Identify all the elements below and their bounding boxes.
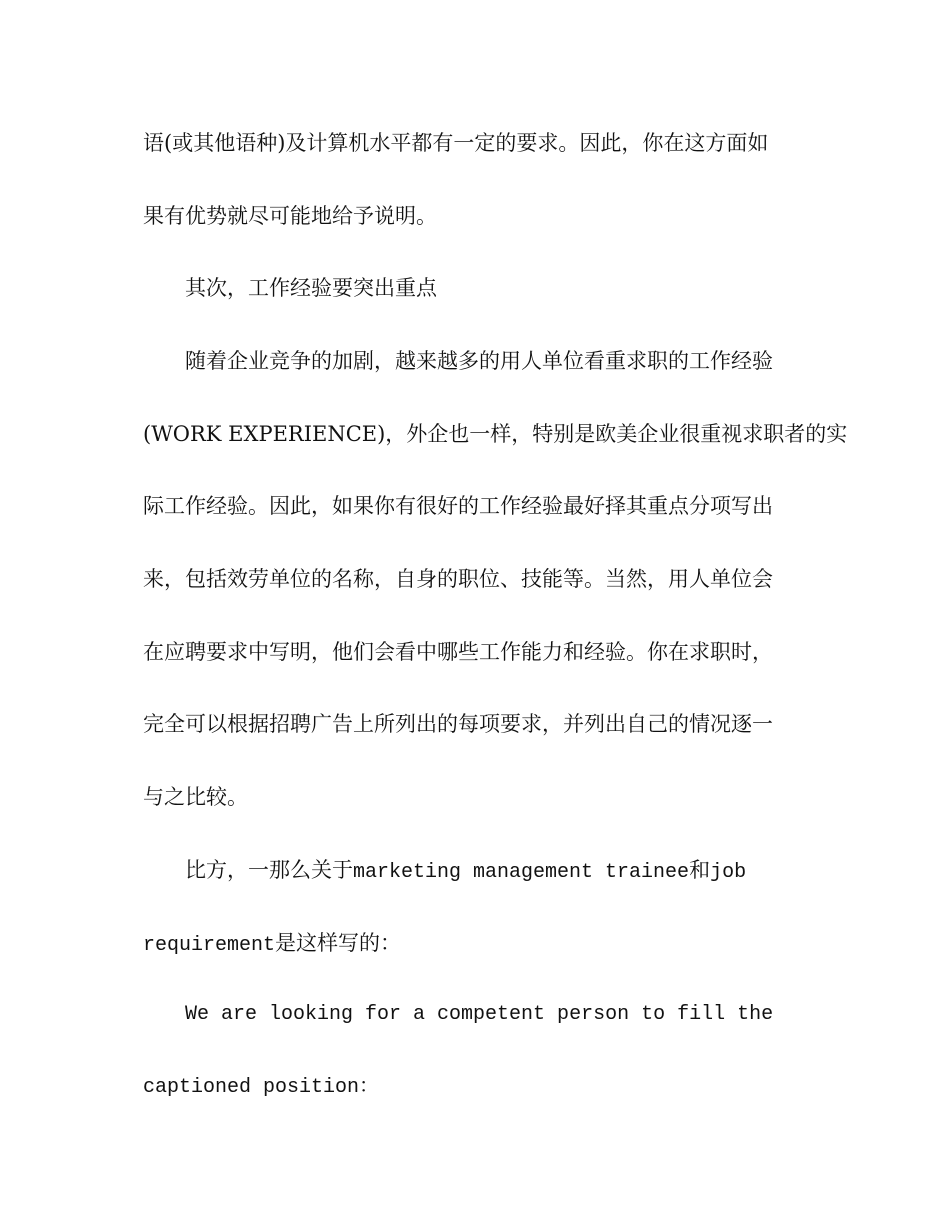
- paragraph-line: [185, 855, 746, 888]
- paragraph-line: 语(或其他语种)及计算机水平都有一定的要求。因此，你在这方面如: [143, 131, 769, 155]
- line-text-latin: requirement: [143, 934, 276, 957]
- paragraph-line: 果有优势就尽可能地给予说明。: [143, 204, 437, 228]
- section-heading: 其次，工作经验要突出重点: [185, 276, 437, 300]
- line-text-latin: job: [710, 861, 747, 884]
- line-text: 和: [689, 858, 711, 882]
- paragraph-line: [143, 928, 401, 961]
- paragraph-line: 际工作经验。因此，如果你有很好的工作经验最好择其重点分项写出: [143, 494, 773, 518]
- line-text: 是这样写的：: [275, 931, 402, 955]
- paragraph-line: 在应聘要求中写明，他们会看中哪些工作能力和经验。你在求职时，: [143, 640, 773, 664]
- paragraph-line: captioned position：: [143, 1076, 380, 1099]
- line-text-latin: marketing management trainee: [353, 861, 690, 884]
- paragraph-line: 来，包括效劳单位的名称，自身的职位、技能等。当然，用人单位会: [143, 567, 773, 591]
- line-text: 比方，一那么关于: [185, 858, 353, 882]
- paragraph-line: 随着企业竞争的加剧，越来越多的用人单位看重求职的工作经验: [185, 349, 773, 373]
- paragraph-line: 完全可以根据招聘广告上所列出的每项要求，并列出自己的情况逐一: [143, 712, 773, 736]
- paragraph-line: We are looking for a competent person to fill the: [185, 1003, 774, 1026]
- paragraph-line: 与之比较。: [143, 785, 248, 809]
- paragraph-line: (WORK EXPERIENCE)，外企也一样，特别是欧美企业很重视求职者的实: [143, 422, 848, 446]
